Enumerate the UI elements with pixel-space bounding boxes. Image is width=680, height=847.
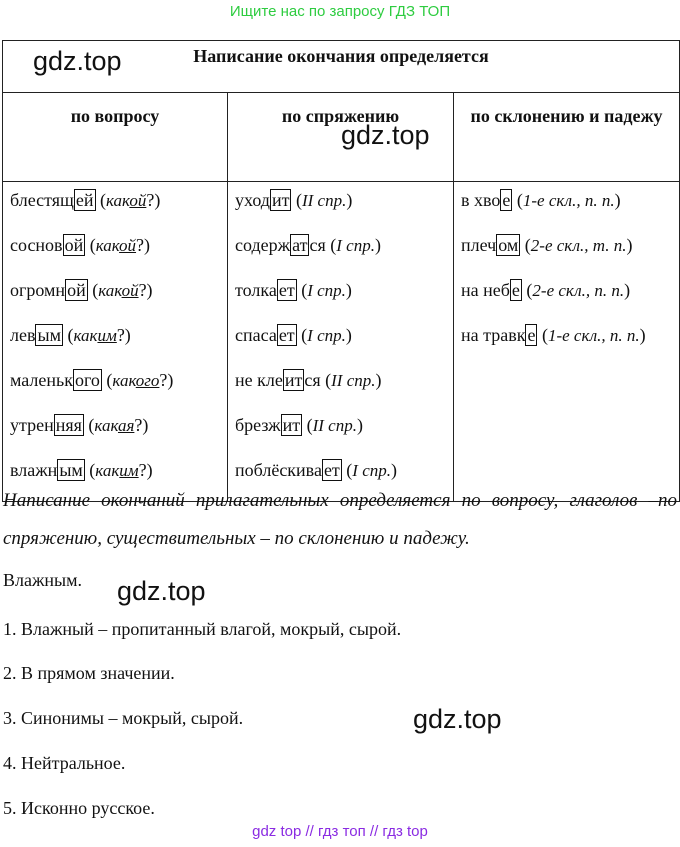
verb-entry: не кле ит ся (II спр.) <box>235 370 382 390</box>
table-caption: Написание окончания определяется <box>3 41 680 93</box>
question-tail: ?) <box>138 460 153 480</box>
ending-box: ит <box>284 370 303 390</box>
header-by-declension: по склонению и падежу <box>454 93 680 182</box>
header-by-question: по вопросу <box>3 93 228 182</box>
watermark-2: gdz.top <box>341 120 430 150</box>
ending-box: ит <box>282 415 301 435</box>
ending-box: ым <box>59 460 83 480</box>
question-stem: как <box>95 461 120 480</box>
endings-table <box>2 40 680 502</box>
list-item-2: 2. В прямом значении. <box>3 663 175 683</box>
question-stem: как <box>112 371 136 390</box>
question-tail: ?) <box>134 415 149 435</box>
ending-box: ет <box>323 460 340 480</box>
word-stem: соснов <box>10 235 63 255</box>
ending-box: ого <box>74 370 100 390</box>
list-item-5: 5. Исконно русское. <box>3 798 155 818</box>
declension-note: 2-е скл., п. п. <box>532 281 625 300</box>
conjugation-note: II спр. <box>301 191 347 210</box>
ending-box: е <box>502 190 511 210</box>
nouns-column <box>454 182 680 502</box>
verb-entry: брезж ит (II спр.) <box>235 415 363 435</box>
conjugation-note: II спр. <box>331 371 376 390</box>
word-stem: спаса <box>235 325 277 345</box>
noun-entry: на неб е (2-е скл., п. п.) <box>461 280 631 300</box>
word-postfix: ся <box>304 370 321 390</box>
declension-note: 1-е скл., п. п. <box>547 326 640 345</box>
noun-entry: на травк е (1-е скл., п. п.) <box>461 325 646 345</box>
adjective-entry: блестящ ей (какой?) <box>10 190 161 210</box>
question-stem: как <box>98 281 122 300</box>
word-stem: в хво <box>461 190 501 210</box>
ending-box: ом <box>498 235 519 255</box>
header-by-conjugation: по спряжению <box>228 93 454 182</box>
ending-box: ат <box>292 235 308 255</box>
noun-entry: плеч ом (2-е скл., т. п.) <box>461 235 633 255</box>
verbs-column <box>228 182 454 502</box>
ending-box: ет <box>278 325 295 345</box>
conjugation-note: I спр. <box>352 461 392 480</box>
word-stem: поблёскива <box>235 460 322 480</box>
site-footer: gdz top // гдз топ // гдз top <box>252 823 428 840</box>
ending-box: ит <box>271 190 290 210</box>
adjective-entry: огромн ой (какой?) <box>10 280 153 300</box>
question-tail: ?) <box>136 235 151 255</box>
ending-box: ым <box>37 325 61 345</box>
verb-entry: толка ет (I спр.) <box>235 280 352 300</box>
adjective-entry: соснов ой (какой?) <box>10 235 151 255</box>
word-stem: огромн <box>10 280 66 300</box>
table-body-row <box>3 182 680 502</box>
question-word <box>95 461 138 480</box>
question-stem: как <box>73 326 98 345</box>
list-item-1: 1. Влажный – пропитанный влагой, мокрый, сырой. <box>3 619 402 639</box>
conjugation-note: I спр. <box>307 326 346 345</box>
conclusion-text: Написание окончаний прилагательных определяется по вопросу, глаголов –по спряжению, существительных – по склонению и падежу. <box>3 490 677 549</box>
conjugation-note: I спр. <box>336 236 375 255</box>
verb-entry: спаса ет (I спр.) <box>235 325 352 345</box>
question-ending: ого <box>135 371 160 390</box>
list-item-3: 3. Синонимы – мокрый, сырой. <box>3 708 244 728</box>
question-word <box>73 326 116 345</box>
word-stem: влажн <box>10 460 58 480</box>
question-word <box>98 281 138 300</box>
question-word <box>94 416 134 435</box>
question-ending: ой <box>119 236 137 255</box>
question-ending: им <box>119 461 139 480</box>
word-stem: маленьк <box>10 370 73 390</box>
declension-note: 1-е скл., п. п. <box>522 191 615 210</box>
question-stem: как <box>94 416 118 435</box>
adjectives-column <box>3 182 228 502</box>
word-stem: брезж <box>235 415 281 435</box>
ending-box: няя <box>55 415 82 435</box>
question-tail: ?) <box>116 325 131 345</box>
answer-word: Влажным. <box>3 570 83 590</box>
word-stem: блестящ <box>10 190 74 210</box>
ending-box: ой <box>64 235 84 255</box>
word-stem: содерж <box>235 235 291 255</box>
verb-entry: уход ит (II спр.) <box>235 190 353 210</box>
ending-box: ей <box>75 190 94 210</box>
conjugation-note: I спр. <box>307 281 346 300</box>
ending-box: ет <box>278 280 295 300</box>
declension-note: 2-е скл., т. п. <box>530 236 627 255</box>
question-tail: ?) <box>146 190 161 210</box>
watermark-3: gdz.top <box>117 576 206 606</box>
question-stem: как <box>95 236 120 255</box>
word-stem: не кле <box>235 370 283 390</box>
conjugation-note: II спр. <box>312 416 357 435</box>
noun-entry: в хво е (1-е скл., п. п.) <box>461 190 621 210</box>
word-stem: толка <box>235 280 277 300</box>
verb-entry: поблёскива ет (I спр.) <box>235 460 398 480</box>
site-banner: Ищите нас по запросу ГДЗ ТОП <box>229 3 451 20</box>
word-stem: уход <box>235 190 270 210</box>
question-word <box>96 236 136 255</box>
question-tail: ?) <box>159 370 174 390</box>
word-postfix: ся <box>309 235 326 255</box>
ending-box: е <box>527 325 536 345</box>
adjective-entry: влажн ым (каким?) <box>10 460 153 480</box>
ending-box: е <box>511 280 520 300</box>
watermark-1: gdz.top <box>33 46 122 76</box>
list-item-4: 4. Нейтральное. <box>3 753 126 773</box>
watermark-4: gdz.top <box>413 704 502 734</box>
question-word <box>112 371 159 390</box>
question-stem: как <box>106 191 130 210</box>
question-ending: ой <box>121 281 139 300</box>
verb-entry: содерж ат ся (I спр.) <box>235 235 381 255</box>
adjective-entry: утрен няя (какая?) <box>10 415 149 435</box>
adjective-entry: маленьк ого (какого?) <box>10 370 174 390</box>
word-stem: утрен <box>10 415 54 435</box>
word-stem: лев <box>10 325 36 345</box>
question-ending: ой <box>129 191 147 210</box>
word-stem: на травк <box>461 325 526 345</box>
question-tail: ?) <box>138 280 153 300</box>
question-ending: им <box>97 326 117 345</box>
ending-box: ой <box>67 280 86 300</box>
adjective-entry: лев ым (каким?) <box>10 325 131 345</box>
question-word <box>106 191 146 210</box>
word-stem: на неб <box>461 280 510 300</box>
word-stem: плеч <box>461 235 497 255</box>
question-ending: ая <box>117 416 135 435</box>
